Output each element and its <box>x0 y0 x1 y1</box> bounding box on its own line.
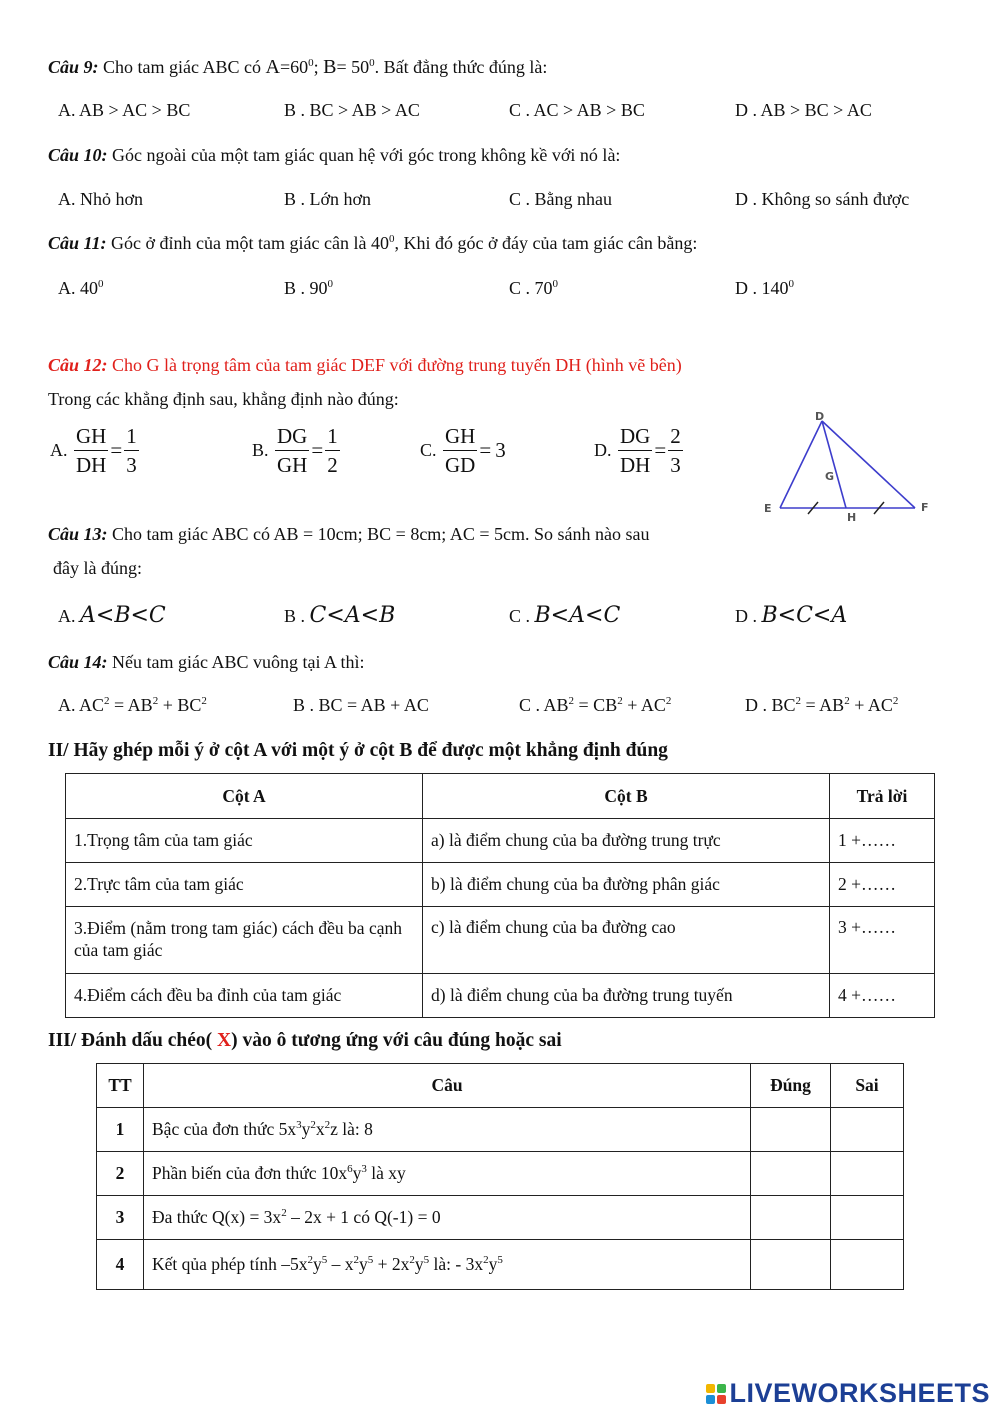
true-checkbox-cell[interactable] <box>751 1240 831 1290</box>
angle-a: A <box>265 56 280 78</box>
table-header-row <box>66 774 935 819</box>
exponent: 2 <box>104 695 110 707</box>
denominator: GH <box>277 453 308 477</box>
answer-cell[interactable]: 1 +…… <box>830 819 935 863</box>
denominator: 2 <box>327 453 338 477</box>
matching-table <box>65 773 935 1018</box>
exponent: 6 <box>347 1163 353 1176</box>
expr-part: y <box>301 1119 311 1139</box>
logo-text: LIVEWORKSHEETS <box>729 1378 990 1408</box>
row-number: 1 <box>97 1108 144 1152</box>
option-letter: B . <box>284 606 306 626</box>
expr-part: là: - 3x <box>429 1254 484 1274</box>
option-letter: C . <box>509 606 531 626</box>
option-b[interactable]: B . Lớn hơn <box>284 189 372 209</box>
question-text: Cho G là trọng tâm của tam giác DEF với đường trung tuyến DH (hình vẽ bên) <box>112 355 682 375</box>
answer-cell[interactable]: 2 +…… <box>830 863 935 907</box>
true-checkbox-cell[interactable] <box>751 1108 831 1152</box>
x-mark: X <box>212 1030 232 1051</box>
exponent: 2 <box>310 1119 316 1132</box>
option-expr: B<A<C <box>534 603 621 628</box>
denominator: 3 <box>670 453 681 477</box>
expr-part: = CB <box>574 695 618 715</box>
table-row <box>97 1196 904 1240</box>
question-label: Câu 9: <box>48 57 99 77</box>
liveworksheets-logo <box>706 1378 990 1409</box>
option-expr: C<A<B <box>309 603 396 628</box>
option-d[interactable] <box>735 603 847 628</box>
false-checkbox-cell[interactable] <box>831 1196 904 1240</box>
question-label: Câu 14: <box>48 652 108 672</box>
expr-part: + 2x <box>373 1254 410 1274</box>
question-label: Câu 11: <box>48 233 107 253</box>
expr-part: Kết qủa phép tính –5x <box>152 1254 308 1274</box>
label-h: H <box>847 511 857 524</box>
option-text: A. 40 <box>58 278 98 298</box>
degree-sup: 0 <box>388 233 395 245</box>
expr-part: y <box>352 1163 362 1183</box>
exponent: 2 <box>568 695 575 707</box>
true-checkbox-cell[interactable] <box>751 1196 831 1240</box>
exponent: 2 <box>152 695 159 707</box>
answer-cell[interactable]: 4 +…… <box>830 974 935 1018</box>
expr-part: y <box>313 1254 322 1274</box>
question-text: Cho tam giác ABC có <box>103 57 261 77</box>
edge-df <box>822 421 915 508</box>
col-header: Cột A <box>66 774 423 819</box>
numerator: DG <box>275 422 309 451</box>
question-text-end: , Khi đó góc ở đáy của tam giác cân bằng: <box>394 233 698 253</box>
degree-sup: 0 <box>788 278 794 290</box>
question-label: Câu 10: <box>48 145 108 165</box>
numerator: GH <box>74 422 108 451</box>
exponent: 2 <box>795 695 802 707</box>
option-a[interactable] <box>58 603 166 628</box>
exponent: 2 <box>409 1254 415 1267</box>
exponent: 3 <box>296 1119 302 1132</box>
option-d[interactable] <box>592 422 683 479</box>
option-d[interactable]: D . AB > BC > AC <box>735 100 872 120</box>
exponent: 2 <box>307 1254 314 1267</box>
logo-square <box>706 1384 715 1393</box>
expr-part: – x <box>327 1254 354 1274</box>
denominator: GD <box>445 453 476 477</box>
question-13 <box>48 524 649 545</box>
table-row <box>66 974 935 1018</box>
equals-sign: = <box>110 438 123 462</box>
expr-part: y <box>488 1254 498 1274</box>
statement-cell <box>144 1152 751 1196</box>
degree-sup: 0 <box>327 278 334 290</box>
logo-icon <box>706 1384 726 1404</box>
table-row <box>97 1240 904 1290</box>
option-a[interactable] <box>48 422 139 479</box>
option-letter: D. <box>594 440 612 460</box>
false-checkbox-cell[interactable] <box>831 1152 904 1196</box>
label-g: G <box>825 470 835 483</box>
col-b-cell: a) là điểm chung của ba đường trung trực <box>423 819 830 863</box>
angle-a-value: =60 <box>279 57 309 77</box>
option-c[interactable]: C . AC > AB > BC <box>509 100 645 120</box>
separator: ; <box>313 57 324 77</box>
degree-sup: 0 <box>308 57 314 69</box>
angle-b: B <box>323 56 337 78</box>
logo-square <box>706 1395 715 1404</box>
question-14 <box>48 652 365 673</box>
fraction <box>74 422 108 479</box>
option-c[interactable] <box>418 422 508 479</box>
option-d[interactable] <box>745 695 898 716</box>
question-prompt: Trong các khẳng định sau, khẳng định nào đúng: <box>48 389 399 409</box>
option-c[interactable] <box>509 603 620 628</box>
triangle-figure <box>755 404 935 526</box>
option-b[interactable]: B . BC > AB > AC <box>284 100 420 120</box>
exponent: 5 <box>497 1254 503 1267</box>
equals-sign: = <box>479 438 492 462</box>
expr-part: + AC <box>622 695 666 715</box>
expr-part: D . BC <box>745 695 796 715</box>
expr-part: Đa thức Q(x) = 3x <box>152 1207 282 1227</box>
section-heading <box>48 1030 562 1052</box>
question-text: Nếu tam giác ABC vuông tại A thì: <box>112 652 365 672</box>
question-text: Góc ngoài của một tam giác quan hệ với góc trong không kề với nó là: <box>112 145 621 165</box>
fraction <box>124 422 139 479</box>
fraction <box>275 422 309 479</box>
expr-part: là xy <box>366 1163 406 1183</box>
numerator: DG <box>618 422 652 451</box>
expr-part: y <box>359 1254 368 1274</box>
table-row <box>97 1108 904 1152</box>
exponent: 3 <box>361 1163 367 1176</box>
option-b[interactable] <box>284 278 333 299</box>
expr-part: + BC <box>158 695 202 715</box>
heading-text-end: ) vào ô tương ứng với câu đúng hoặc sai <box>231 1030 562 1051</box>
exponent: 2 <box>353 1254 360 1267</box>
question-11 <box>48 233 697 254</box>
row-number: 3 <box>97 1196 144 1240</box>
expr-part: y <box>414 1254 424 1274</box>
col-a-cell: 1.Trọng tâm của tam giác <box>66 819 423 863</box>
option-expr: B<C<A <box>761 603 848 628</box>
median-dh <box>822 421 846 508</box>
table-row <box>66 819 935 863</box>
fraction <box>325 422 340 479</box>
label-d: D <box>815 410 825 423</box>
col-a-cell: 3.Điểm (nằm trong tam giác) cách đều ba cạnh của tam giác <box>66 907 423 974</box>
angle-b-value: = 50 <box>336 57 370 77</box>
equals-sign: = <box>654 438 667 462</box>
col-b-cell: d) là điểm chung của ba đường trung tuyến <box>423 974 830 1018</box>
exponent: 2 <box>665 695 672 707</box>
exponent: 2 <box>892 695 899 707</box>
option-letter: B. <box>252 440 269 460</box>
option-b[interactable] <box>284 603 395 628</box>
option-b[interactable] <box>250 422 340 479</box>
expr-part: – 2x + 1 có Q(-1) = 0 <box>286 1207 441 1227</box>
question-text: Góc ở đỉnh của một tam giác cân là 40 <box>111 233 389 253</box>
option-text: B . 90 <box>284 278 328 298</box>
fraction <box>443 422 477 479</box>
logo-square <box>717 1384 726 1393</box>
question-label: Câu 13: <box>48 524 108 544</box>
fraction <box>618 422 652 479</box>
expr-part: = AB <box>109 695 153 715</box>
expr-part: Bậc của đơn thức 5x <box>152 1119 297 1139</box>
col-header: Câu <box>144 1064 751 1108</box>
denominator: DH <box>76 453 107 477</box>
exponent: 5 <box>423 1254 430 1267</box>
col-header: Sai <box>831 1064 904 1108</box>
option-b[interactable] <box>293 695 429 716</box>
question-label: Câu 12: <box>48 355 108 375</box>
option-a[interactable] <box>58 695 207 716</box>
numerator: GH <box>443 422 477 451</box>
table-header-row <box>97 1064 904 1108</box>
option-text: C . 70 <box>509 278 553 298</box>
edge-de <box>780 421 822 508</box>
degree-sup: 0 <box>552 278 559 290</box>
question-text: Cho tam giác ABC có AB = 10cm; BC = 8cm; AC = 5cm. So sánh nào sau <box>112 524 650 544</box>
question-text-end: . Bất đẳng thức đúng là: <box>374 57 548 77</box>
table-row <box>97 1152 904 1196</box>
numerator: 2 <box>668 422 683 451</box>
exponent: 2 <box>483 1254 489 1267</box>
equals-sign: = <box>311 438 324 462</box>
label-f: F <box>921 501 929 514</box>
numerator: 1 <box>124 422 139 451</box>
expr-part: Phần biến của đơn thức 10x <box>152 1163 348 1183</box>
option-letter: A. <box>58 606 76 626</box>
col-a-cell: 2.Trực tâm của tam giác <box>66 863 423 907</box>
exponent: 2 <box>617 695 623 707</box>
statement-cell <box>144 1108 751 1152</box>
heading-text: III/ Đánh dấu chéo( <box>48 1030 213 1051</box>
logo-square <box>717 1395 726 1404</box>
expr-part: x <box>315 1119 325 1139</box>
exponent: 2 <box>324 1119 331 1132</box>
denominator: 3 <box>126 453 137 477</box>
exponent: 5 <box>367 1254 374 1267</box>
degree-sup: 0 <box>98 278 104 290</box>
degree-sup: 0 <box>369 57 375 69</box>
expr-part: = AB <box>801 695 845 715</box>
exponent: 5 <box>321 1254 328 1267</box>
col-header: Cột B <box>423 774 830 819</box>
section-heading: II/ Hãy ghép mỗi ý ở cột A với một ý ở cột B để được một khẳng định đúng <box>48 740 668 761</box>
statement-cell <box>144 1196 751 1240</box>
option-a[interactable] <box>58 278 104 299</box>
option-d[interactable] <box>735 278 794 299</box>
option-letter: A. <box>50 440 68 460</box>
question-text-cont: đây là đúng: <box>53 558 142 578</box>
exponent: 2 <box>201 695 207 707</box>
option-c[interactable] <box>519 695 671 716</box>
numerator: 1 <box>325 422 340 451</box>
option-d[interactable]: D . Không so sánh được <box>735 189 910 209</box>
option-a[interactable]: A. AB > AC > BC <box>58 100 191 120</box>
exponent: 2 <box>281 1207 287 1220</box>
fraction <box>668 422 683 479</box>
table-row <box>66 907 935 974</box>
col-a-cell: 4.Điểm cách đều ba đỉnh của tam giác <box>66 974 423 1018</box>
option-a[interactable]: A. Nhỏ hơn <box>58 189 144 209</box>
option-c[interactable]: C . Bằng nhau <box>509 189 612 209</box>
question-10 <box>48 145 620 166</box>
expr-part: z là: 8 <box>330 1119 373 1139</box>
row-number: 4 <box>97 1240 144 1290</box>
option-letter: D . <box>735 606 757 626</box>
row-number: 2 <box>97 1152 144 1196</box>
answer-cell[interactable]: 3 +…… <box>830 907 935 974</box>
denominator: DH <box>620 453 651 477</box>
expr-part: A. AC <box>58 695 105 715</box>
question-12 <box>48 355 682 376</box>
table-row <box>66 863 935 907</box>
option-letter: C. <box>420 440 437 460</box>
col-header: Đúng <box>751 1064 831 1108</box>
col-header: Trả lời <box>830 774 935 819</box>
option-text: D . 140 <box>735 278 789 298</box>
expr-part: B . BC = AB + AC <box>293 695 429 715</box>
rhs-value: 3 <box>495 438 506 462</box>
true-checkbox-cell[interactable] <box>751 1152 831 1196</box>
option-expr: A<B<C <box>80 603 166 628</box>
expr-part: C . AB <box>519 695 569 715</box>
col-b-cell: b) là điểm chung của ba đường phân giác <box>423 863 830 907</box>
true-false-table <box>96 1063 904 1290</box>
col-b-cell: c) là điểm chung của ba đường cao <box>423 907 830 974</box>
label-e: E <box>764 502 772 515</box>
option-c[interactable] <box>509 278 558 299</box>
question-9 <box>48 56 547 79</box>
false-checkbox-cell[interactable] <box>831 1240 904 1290</box>
exponent: 2 <box>844 695 850 707</box>
false-checkbox-cell[interactable] <box>831 1108 904 1152</box>
statement-cell <box>144 1240 751 1290</box>
col-header: TT <box>97 1064 144 1108</box>
expr-part: + AC <box>849 695 893 715</box>
